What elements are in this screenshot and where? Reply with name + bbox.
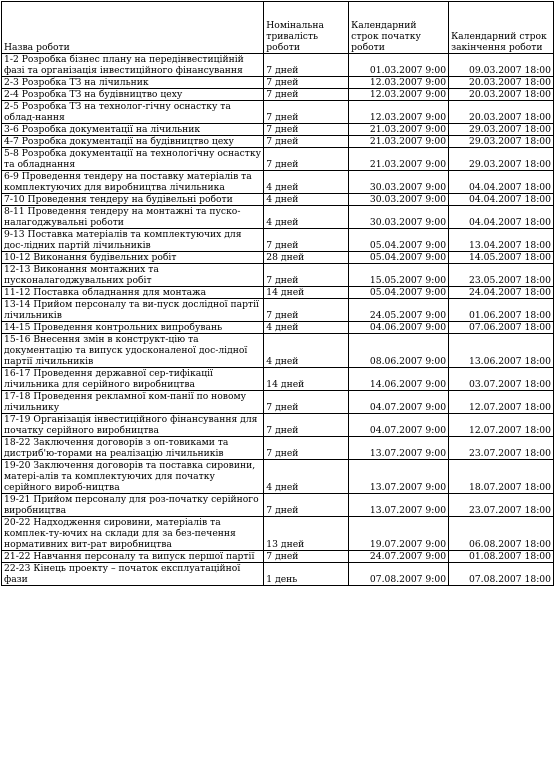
table-row — [2, 460, 554, 494]
end-date-cell: 29.03.2007 18:00 — [449, 124, 554, 136]
end-date-cell: 29.03.2007 18:00 — [449, 148, 554, 171]
start-date-cell: 12.03.2007 9:00 — [349, 89, 449, 101]
start-date-cell: 01.03.2007 9:00 — [349, 54, 449, 77]
table-row — [2, 206, 554, 229]
table-row — [2, 322, 554, 334]
duration-cell: 4 дней — [264, 194, 349, 206]
start-date-cell: 07.08.2007 9:00 — [349, 563, 449, 586]
end-date-cell: 23.07.2007 18:00 — [449, 437, 554, 460]
duration-cell: 7 дней — [264, 494, 349, 517]
duration-cell: 14 дней — [264, 368, 349, 391]
task-name-cell: 10-12 Виконання будівельних робіт — [2, 252, 264, 264]
duration-cell: 7 дней — [264, 124, 349, 136]
start-date-cell: 13.07.2007 9:00 — [349, 437, 449, 460]
table-row — [2, 551, 554, 563]
task-name-cell: 2-3 Розробка ТЗ на лічильник — [2, 77, 264, 89]
end-date-cell: 01.08.2007 18:00 — [449, 551, 554, 563]
duration-cell: 4 дней — [264, 334, 349, 368]
task-name-cell: 9-13 Поставка матеріалів та комплектуючих для дос-лідних партій лічильників — [2, 229, 264, 252]
start-date-cell: 21.03.2007 9:00 — [349, 124, 449, 136]
start-date-cell: 15.05.2007 9:00 — [349, 264, 449, 287]
end-date-cell: 06.08.2007 18:00 — [449, 517, 554, 551]
task-name-cell: 4-7 Розробка документації на будівництво цеху — [2, 136, 264, 148]
end-date-cell: 04.04.2007 18:00 — [449, 206, 554, 229]
duration-cell: 7 дней — [264, 551, 349, 563]
end-date-cell: 01.06.2007 18:00 — [449, 299, 554, 322]
end-date-cell: 20.03.2007 18:00 — [449, 101, 554, 124]
table-row — [2, 136, 554, 148]
table-row — [2, 54, 554, 77]
duration-cell: 7 дней — [264, 54, 349, 77]
duration-cell: 7 дней — [264, 229, 349, 252]
duration-cell: 7 дней — [264, 136, 349, 148]
task-name-cell: 17-18 Проведення рекламної ком-панії по новому лічильнику — [2, 391, 264, 414]
duration-cell: 28 дней — [264, 252, 349, 264]
duration-cell: 7 дней — [264, 414, 349, 437]
table-row — [2, 264, 554, 287]
table-row — [2, 368, 554, 391]
start-date-cell: 13.07.2007 9:00 — [349, 460, 449, 494]
task-name-cell: 22-23 Кінець проекту – початок експлуатаційної фази — [2, 563, 264, 586]
table-row — [2, 124, 554, 136]
table-row — [2, 77, 554, 89]
header-task-name: Назва роботи — [2, 2, 264, 54]
table-row — [2, 194, 554, 206]
start-date-cell: 21.03.2007 9:00 — [349, 136, 449, 148]
start-date-cell: 04.07.2007 9:00 — [349, 391, 449, 414]
end-date-cell: 14.05.2007 18:00 — [449, 252, 554, 264]
duration-cell: 4 дней — [264, 171, 349, 194]
end-date-cell: 13.04.2007 18:00 — [449, 229, 554, 252]
end-date-cell: 18.07.2007 18:00 — [449, 460, 554, 494]
end-date-cell: 20.03.2007 18:00 — [449, 77, 554, 89]
table-row — [2, 334, 554, 368]
end-date-cell: 07.08.2007 18:00 — [449, 563, 554, 586]
duration-cell: 4 дней — [264, 322, 349, 334]
task-name-cell: 5-8 Розробка документації на технологічну оснастку та обладнання — [2, 148, 264, 171]
table-row — [2, 299, 554, 322]
table-row — [2, 494, 554, 517]
task-name-cell: 21-22 Навчання персоналу та випуск першої партії — [2, 551, 264, 563]
start-date-cell: 12.03.2007 9:00 — [349, 101, 449, 124]
end-date-cell: 23.07.2007 18:00 — [449, 494, 554, 517]
header-start-date: Календарний строк початку роботи — [349, 2, 449, 54]
task-name-cell: 1-2 Розробка бізнес плану на передінвестиційній фазі та організація інвестиційного фінансування — [2, 54, 264, 77]
start-date-cell: 30.03.2007 9:00 — [349, 171, 449, 194]
header-duration: Номінальна тривалість роботи — [264, 2, 349, 54]
start-date-cell: 19.07.2007 9:00 — [349, 517, 449, 551]
duration-cell: 7 дней — [264, 148, 349, 171]
end-date-cell: 12.07.2007 18:00 — [449, 414, 554, 437]
task-name-cell: 13-14 Прийом персоналу та ви-пуск дослідної партії лічильників — [2, 299, 264, 322]
duration-cell: 7 дней — [264, 391, 349, 414]
table-row — [2, 287, 554, 299]
task-name-cell: 2-4 Розробка ТЗ на будівництво цеху — [2, 89, 264, 101]
duration-cell: 1 день — [264, 563, 349, 586]
duration-cell: 13 дней — [264, 517, 349, 551]
header-end-date: Календарний строк закінчення роботи — [449, 2, 554, 54]
end-date-cell: 12.07.2007 18:00 — [449, 391, 554, 414]
task-name-cell: 7-10 Проведення тендеру на будівельні роботи — [2, 194, 264, 206]
table-row — [2, 517, 554, 551]
task-name-cell: 15-16 Внесення змін в конструкт-цію та документацію та випуск удосконаленої дос-лідної партії лічильників — [2, 334, 264, 368]
start-date-cell: 05.04.2007 9:00 — [349, 252, 449, 264]
task-name-cell: 6-9 Проведення тендеру на поставку матеріалів та комплектуючих для виробництва лічильника — [2, 171, 264, 194]
start-date-cell: 05.04.2007 9:00 — [349, 229, 449, 252]
duration-cell: 7 дней — [264, 101, 349, 124]
table-row — [2, 101, 554, 124]
task-name-cell: 19-21 Прийом персоналу для роз-початку серійного виробництва — [2, 494, 264, 517]
duration-cell: 7 дней — [264, 264, 349, 287]
start-date-cell: 30.03.2007 9:00 — [349, 194, 449, 206]
table-row — [2, 391, 554, 414]
table-row — [2, 148, 554, 171]
table-row — [2, 252, 554, 264]
task-name-cell: 20-22 Надходження сировини, матеріалів та комплек-ту-ючих на склади для за без-печення нормативних вит-рат виробництва — [2, 517, 264, 551]
end-date-cell: 03.07.2007 18:00 — [449, 368, 554, 391]
end-date-cell: 04.04.2007 18:00 — [449, 171, 554, 194]
end-date-cell: 24.04.2007 18:00 — [449, 287, 554, 299]
task-name-cell: 14-15 Проведення контрольних випробувань — [2, 322, 264, 334]
end-date-cell: 09.03.2007 18:00 — [449, 54, 554, 77]
start-date-cell: 04.07.2007 9:00 — [349, 414, 449, 437]
task-name-cell: 3-6 Розробка документації на лічильник — [2, 124, 264, 136]
duration-cell: 7 дней — [264, 77, 349, 89]
end-date-cell: 23.05.2007 18:00 — [449, 264, 554, 287]
start-date-cell: 12.03.2007 9:00 — [349, 77, 449, 89]
start-date-cell: 24.05.2007 9:00 — [349, 299, 449, 322]
start-date-cell: 08.06.2007 9:00 — [349, 334, 449, 368]
duration-cell: 4 дней — [264, 460, 349, 494]
end-date-cell: 29.03.2007 18:00 — [449, 136, 554, 148]
duration-cell: 4 дней — [264, 206, 349, 229]
start-date-cell: 30.03.2007 9:00 — [349, 206, 449, 229]
end-date-cell: 04.04.2007 18:00 — [449, 194, 554, 206]
start-date-cell: 24.07.2007 9:00 — [349, 551, 449, 563]
table-row — [2, 437, 554, 460]
duration-cell: 7 дней — [264, 89, 349, 101]
end-date-cell: 20.03.2007 18:00 — [449, 89, 554, 101]
schedule-table — [1, 1, 554, 586]
duration-cell: 14 дней — [264, 287, 349, 299]
task-name-cell: 12-13 Виконання монтажних та пусконалагоджувальних робіт — [2, 264, 264, 287]
end-date-cell: 13.06.2007 18:00 — [449, 334, 554, 368]
duration-cell: 7 дней — [264, 437, 349, 460]
task-name-cell: 11-12 Поставка обладнання для монтажа — [2, 287, 264, 299]
task-name-cell: 17-19 Організація інвестиційного фінансування для початку серійного виробництва — [2, 414, 264, 437]
task-name-cell: 8-11 Проведення тендеру на монтажні та пуско-налагоджувальні роботи — [2, 206, 264, 229]
table-row — [2, 229, 554, 252]
table-row — [2, 171, 554, 194]
end-date-cell: 07.06.2007 18:00 — [449, 322, 554, 334]
duration-cell: 7 дней — [264, 299, 349, 322]
start-date-cell: 05.04.2007 9:00 — [349, 287, 449, 299]
task-name-cell: 19-20 Заключення договорів та поставка сировини, матері-алів та комплектуючих для початку серійного вироб-ництва — [2, 460, 264, 494]
table-row — [2, 563, 554, 586]
task-name-cell: 18-22 Заключення договорів з оп-товиками та дистриб'ю-торами на реалізацію лічильників — [2, 437, 264, 460]
task-name-cell: 16-17 Проведення державної сер-тифікації лічильника для серійного виробництва — [2, 368, 264, 391]
start-date-cell: 13.07.2007 9:00 — [349, 494, 449, 517]
header-row — [2, 2, 554, 54]
start-date-cell: 14.06.2007 9:00 — [349, 368, 449, 391]
start-date-cell: 04.06.2007 9:00 — [349, 322, 449, 334]
start-date-cell: 21.03.2007 9:00 — [349, 148, 449, 171]
task-name-cell: 2-5 Розробка ТЗ на технолог-гічну оснастку та облад-нання — [2, 101, 264, 124]
table-row — [2, 414, 554, 437]
table-row — [2, 89, 554, 101]
